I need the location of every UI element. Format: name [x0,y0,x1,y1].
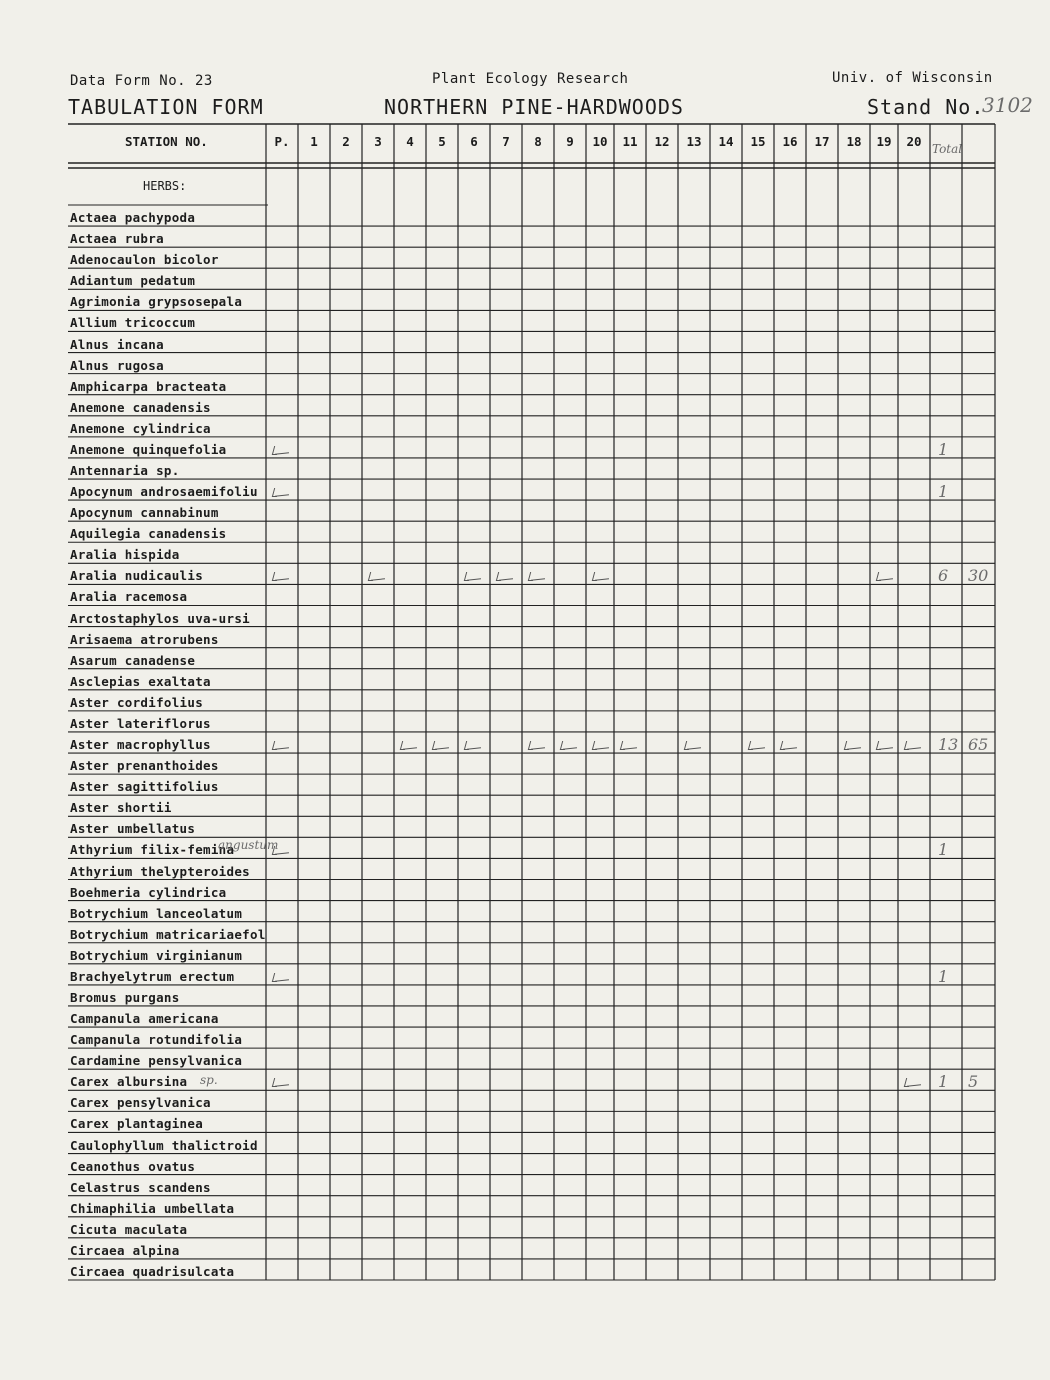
check-mark [526,570,546,582]
row-total: 6 [938,566,949,586]
species-name: Arctostaphylos uva-ursi [70,610,250,626]
column-header: 1 [310,134,318,149]
check-mark [746,739,766,751]
column-header: 7 [502,134,510,149]
row-total: 1 [938,1072,949,1092]
row-total: 1 [938,840,949,860]
check-mark [270,739,290,751]
row-total: 1 [938,966,949,986]
species-name: Carex pensylvanica [70,1095,211,1111]
species-name: Cardamine pensylvanica [70,1053,243,1069]
check-mark [902,739,922,751]
section-herbs: HERBS: [143,179,187,193]
column-header: 4 [406,134,414,149]
check-mark [618,739,638,751]
athyrium-annotation: angustum [218,838,279,852]
species-name: Actaea rubra [70,231,164,247]
total-label: Total [932,142,963,156]
carex-annotation: sp. [200,1073,218,1087]
species-name: Apocynum cannabinum [70,505,219,521]
organization: Plant Ecology Research [432,71,629,87]
check-mark [270,486,290,498]
species-name: Aralia hispida [70,547,180,563]
form-number: Data Form No. 23 [70,73,213,89]
species-name: Botrychium virginianum [70,947,243,963]
column-header: 5 [438,134,446,149]
check-mark [590,570,610,582]
species-name: Ceanothus ovatus [70,1158,196,1174]
station-label: STATION NO. [125,134,208,149]
species-name: Caulophyllum thalictroid [70,1137,258,1153]
species-name: Aster umbellatus [70,821,196,837]
species-name: Aster macrophyllus [70,737,211,753]
check-mark [590,739,610,751]
species-name: Campanula americana [70,1011,219,1027]
species-name: Botrychium matricariaefol [70,926,266,942]
column-header: 20 [906,134,922,149]
check-mark [682,739,702,751]
check-mark [270,570,290,582]
column-header: 12 [654,134,670,149]
column-header: 14 [718,134,734,149]
row-total: 1 [938,482,949,502]
species-name: Aralia racemosa [70,589,188,605]
species-name: Antennaria sp. [70,463,180,479]
species-name: Aster cordifolius [70,694,204,710]
species-name: Adenocaulon bicolor [70,252,219,268]
check-mark [270,444,290,456]
check-mark [270,1076,290,1088]
column-header: 17 [814,134,830,149]
species-name: Boehmeria cylindrica [70,884,227,900]
check-mark [526,739,546,751]
column-header: 2 [342,134,350,149]
species-name: Aster sagittifolius [70,779,219,795]
species-name: Anemone canadensis [70,399,211,415]
check-mark [398,739,418,751]
species-name: Circaea alpina [70,1242,180,1258]
species-name: Carex plantaginea [70,1116,204,1132]
species-name: Alnus incana [70,336,164,352]
community-title: NORTHERN PINE-HARDWOODS [384,95,684,119]
check-mark [430,739,450,751]
column-header: 11 [622,134,638,149]
row-extra: 65 [968,735,989,755]
species-name: Asclepias exaltata [70,673,211,689]
species-name: Asarum canadense [70,652,196,668]
column-header: 18 [846,134,862,149]
check-mark [366,570,386,582]
species-name: Anemone quinquefolia [70,441,227,457]
check-mark [494,570,514,582]
species-name: Alnus rugosa [70,357,164,373]
species-name: Carex albursina [70,1074,188,1090]
species-name: Actaea pachypoda [70,210,196,226]
check-mark [462,570,482,582]
species-name: Apocynum androsaemifoliu [70,484,258,500]
species-name: Athyrium thelypteroides [70,863,250,879]
column-header: 6 [470,134,478,149]
species-name: Amphicarpa bracteata [70,378,227,394]
column-header: 8 [534,134,542,149]
column-header: 19 [876,134,892,149]
species-name: Arisaema atrorubens [70,631,219,647]
species-name: Aralia nudicaulis [70,568,204,584]
species-name: Agrimonia grypsosepala [70,294,243,310]
check-mark [874,739,894,751]
column-header: 16 [782,134,798,149]
stand-number: 3102 [982,93,1033,117]
species-name: Brachyelytrum erectum [70,968,235,984]
species-name: Adiantum pedatum [70,273,196,289]
species-name: Celastrus scandens [70,1179,211,1195]
species-name: Botrychium lanceolatum [70,905,243,921]
column-header: P. [274,134,290,149]
check-mark [270,971,290,983]
species-name: Aquilegia canadensis [70,526,227,542]
species-name: Campanula rotundifolia [70,1032,243,1048]
check-mark [874,570,894,582]
row-extra: 5 [968,1072,979,1092]
species-name: Chimaphilia umbellata [70,1200,235,1216]
species-name: Circaea quadrisulcata [70,1264,235,1279]
species-name: Anemone cylindrica [70,420,211,436]
row-total: 1 [938,439,949,459]
check-mark [778,739,798,751]
species-name: Allium tricoccum [70,315,196,331]
form-title: TABULATION FORM [68,95,264,119]
row-extra: 30 [968,566,989,586]
column-header: 9 [566,134,574,149]
species-name: Cicuta maculata [70,1221,188,1237]
column-header: 13 [686,134,702,149]
species-name: Aster shortii [70,800,172,816]
check-mark [558,739,578,751]
stand-label: Stand No. [867,95,985,119]
column-header: 3 [374,134,382,149]
species-name: Aster prenanthoides [70,758,219,774]
check-mark [462,739,482,751]
university: Univ. of Wisconsin [832,70,993,86]
check-mark [842,739,862,751]
species-name: Athyrium filix-femina [70,842,235,858]
species-name: Aster lateriflorus [70,715,211,731]
column-header: 15 [750,134,766,149]
species-name: Bromus purgans [70,989,180,1005]
check-mark [902,1076,922,1088]
row-total: 13 [938,735,959,755]
column-header: 10 [592,134,608,149]
